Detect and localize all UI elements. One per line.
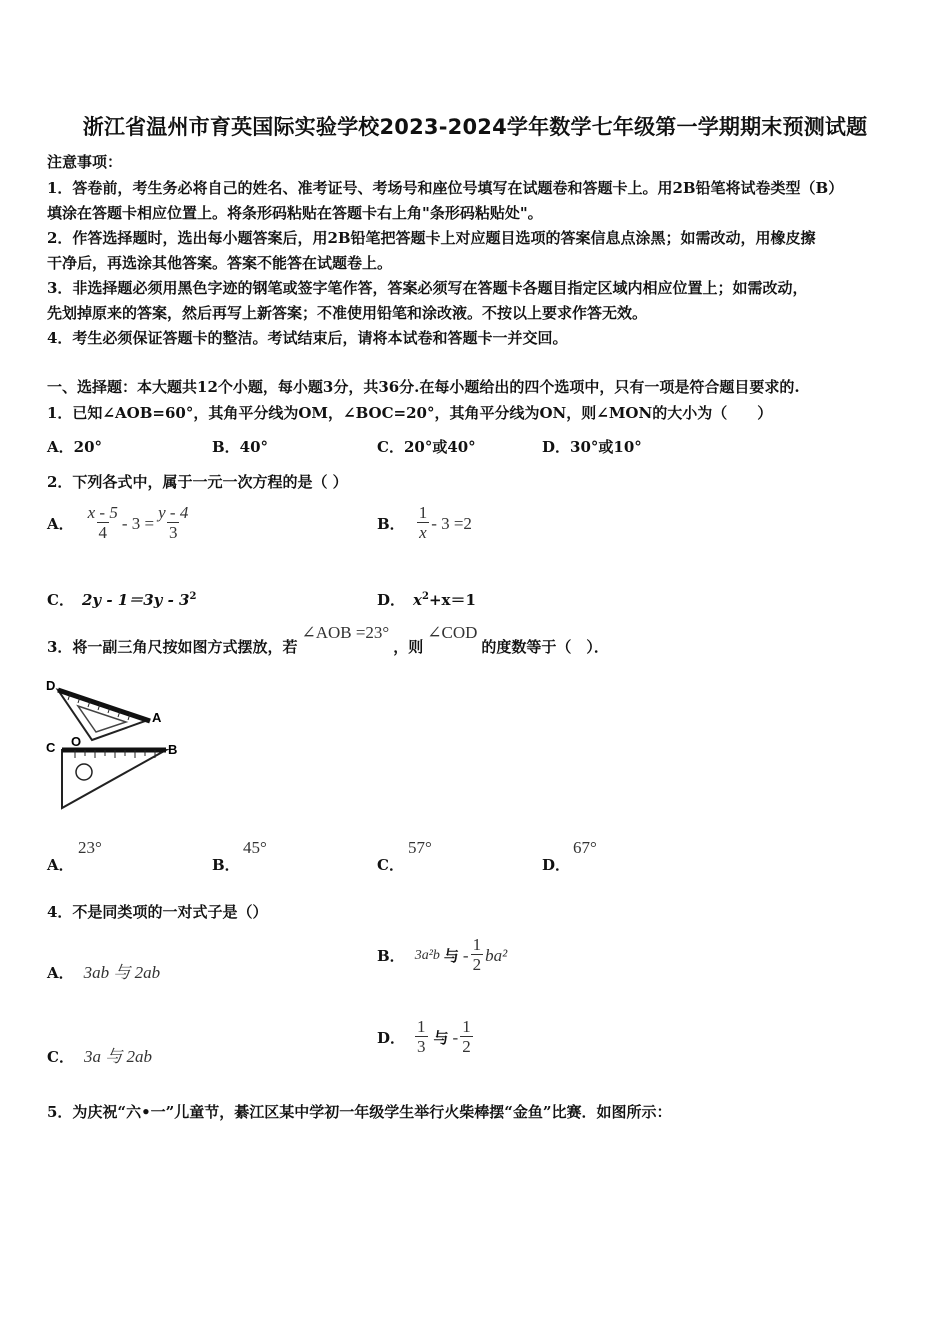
label-d: D (46, 678, 56, 693)
question-5-stem: 5．为庆祝“六•一”儿童节，綦江区某中学初一年级学生举行火柴棒摆“金鱼”比赛．如图所示： (47, 1103, 672, 1121)
question-3-stem: 3．将一副三角尺按如图方式摆放，若∠AOB =23°，则∠COD的度数等于（ ）． (47, 623, 609, 656)
label-o: O (71, 734, 82, 749)
question-4-stem: 4．不是同类项的一对式子是（） (47, 903, 268, 921)
label-b: B (168, 742, 178, 757)
notice-line: 2．作答选择题时，选出每小题答案后，用2B铅笔把答题卡上对应题目选项的答案信息点涂黑；如需改动，用橡皮擦 (47, 229, 816, 247)
notice-line: 4．考生必须保证答题卡的整洁。考试结束后，请将本试卷和答题卡一并交回。 (47, 329, 568, 347)
notice-line: 1．答卷前，考生务必将自己的姓名、准考证号、考场号和座位号填写在试题卷和答题卡上。用2B铅笔将试卷类型（B） (47, 179, 844, 197)
lower-set-square (62, 750, 166, 808)
notice-line: 先划掉原来的答案，然后再写上新答案；不准使用铅笔和涂改液。不按以上要求作答无效。 (47, 304, 648, 322)
q4-option-c: C． 3a 与 2ab (47, 1047, 152, 1066)
label-a: A (152, 710, 162, 725)
page-title: 浙江省温州市育英国际实验学校2023-2024学年数学七年级第一学期期末预测试题 (82, 115, 868, 139)
q2-option-d: D． $x^2+x=1$ (377, 591, 476, 609)
upper-ruler-edge (58, 690, 150, 721)
q3-option-c: C． (377, 856, 404, 874)
triangle-rulers-figure (40, 676, 190, 816)
section-heading: 一、选择题：本大题共12个小题，每小题3分，共36分.在每小题给出的四个选项中，只有一项是符合题目要求的. (47, 378, 800, 396)
q1-option-b: B．40° (212, 438, 269, 456)
q2-option-b: B． $\frac{1}{x}$ - 3 =2 (377, 503, 472, 542)
q2-option-a: A． $\frac{x - 5}{4}$ - 3 = $\frac{y - 4}{3}$ (47, 503, 189, 542)
q4-option-a: A． 3ab 与 2ab (47, 963, 161, 982)
angle-aob-condition: ∠AOB =23° (301, 623, 390, 642)
q3-option-d-value: 67° (573, 838, 597, 857)
protractor-hole (76, 764, 92, 780)
notice-line: 干净后，再选涂其他答案。答案不能答在试题卷上。 (47, 254, 393, 272)
angle-cod: ∠COD (427, 623, 478, 642)
q3-option-a: A． (47, 856, 74, 874)
q2-option-c: C． $2y - 1=3y - 3^2$ (47, 591, 197, 609)
q3-option-a-value: 23° (78, 838, 102, 857)
q3-option-d: D． (542, 856, 571, 874)
notice-line: 3．非选择题必须用黑色字迹的钢笔或签字笔作答，答案必须写在答题卡各题目指定区域内相应位置上；如需改动， (47, 279, 808, 297)
option-label: A． (47, 515, 74, 533)
fraction: $\frac{1}{x}$ (418, 503, 428, 542)
label-c: C (46, 740, 56, 755)
q4-option-d: D． $\frac{1}{3}$ 与 - $\frac{1}{2}$ (377, 1017, 471, 1056)
q1-option-c: C．20°或40° (377, 438, 476, 456)
q3-option-b-value: 45° (243, 838, 267, 857)
q4-option-b: B． 3a²b 与 - $\frac{1}{2}$ ba² (377, 935, 508, 974)
fraction: $\frac{1}{2}$ (472, 935, 482, 974)
fraction: $\frac{1}{3}$ (417, 1017, 426, 1056)
question-1-stem: 1．已知∠AOB=60°，其角平分线为OM，∠BOC=20°，其角平分线为ON，则∠MON的大小为（ ） (47, 404, 773, 422)
fraction: $\frac{1}{2}$ (462, 1017, 471, 1056)
q3-option-b: B． (212, 856, 240, 874)
q3-option-c-value: 57° (408, 838, 432, 857)
q1-option-d: D．30°或10° (542, 438, 642, 456)
q1-option-a: A．20° (47, 438, 103, 456)
fraction: $\frac{x - 5}{4}$ (87, 503, 118, 542)
notice-line: 填涂在答题卡相应位置上。将条形码粘贴在答题卡右上角"条形码粘贴处"。 (47, 204, 543, 222)
notice-heading: 注意事项： (47, 153, 123, 171)
option-label: B． (377, 515, 405, 533)
question-2-stem: 2．下列各式中，属于一元一次方程的是（ ） (47, 473, 348, 491)
fraction: $\frac{y - 4}{3}$ (158, 503, 189, 542)
